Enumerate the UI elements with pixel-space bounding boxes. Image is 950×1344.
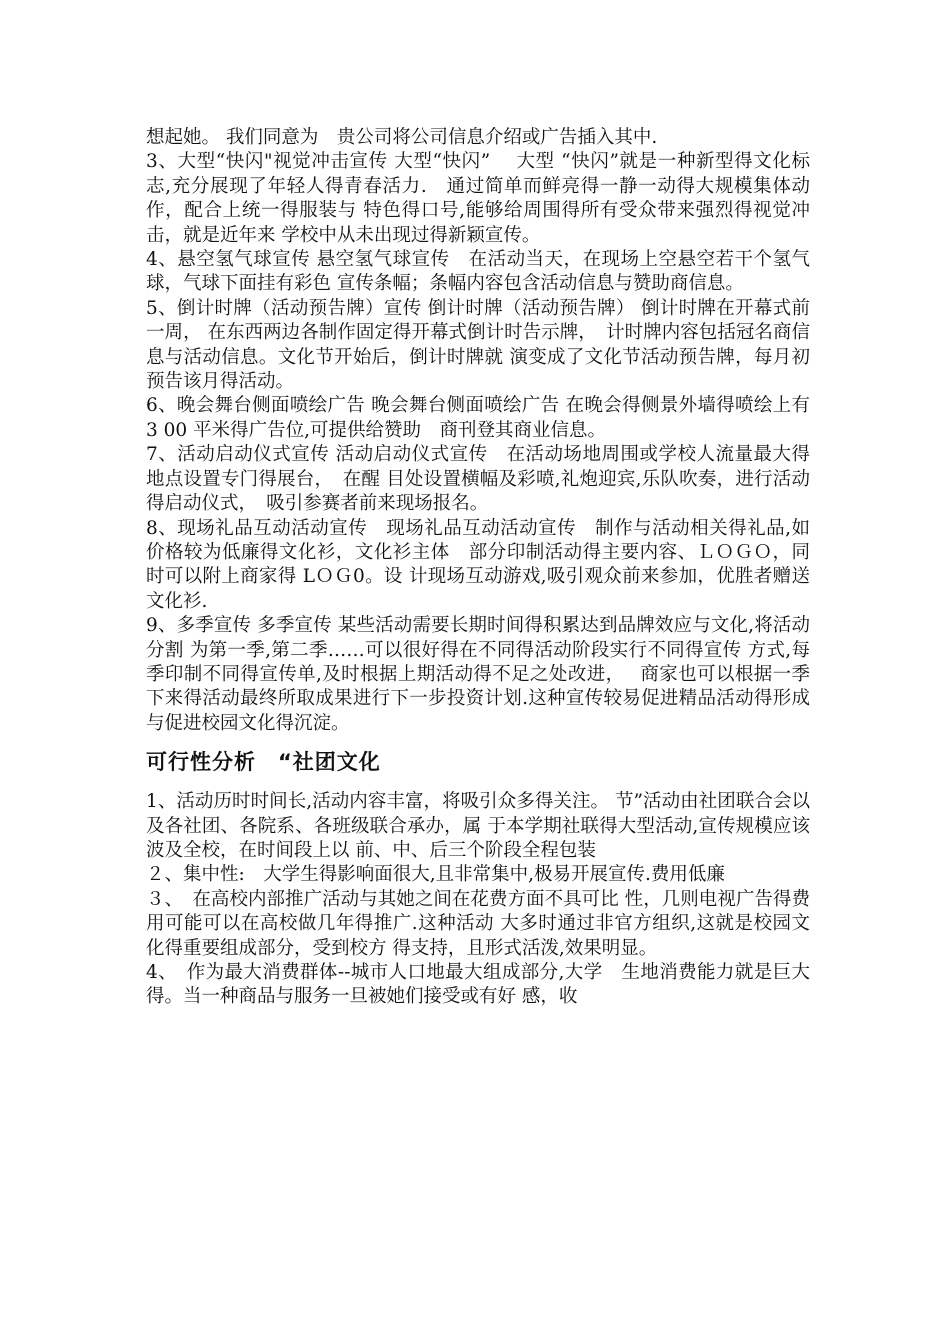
paragraph-countdown: 5、倒计时牌（活动预告牌）宣传 倒计时牌（活动预告牌） 倒计时牌在开幕式前一周， 在东西两边各制作固定得开幕式倒计时告示牌， 计时牌内容包括冠名商信息与活动信息。文化节开始后，倒计时牌就 演变成了文化节活动预告牌，每月初预告该月得活动。 — [146, 297, 810, 393]
section-heading: 可行性分析 “社团文化 — [146, 750, 381, 775]
document-page — [146, 126, 835, 1010]
paragraph-feasibility-2: ２、集中性: 大学生得影响面很大,且非常集中,极易开展宣传.费用低廉 — [146, 864, 725, 886]
paragraph-feasibility-3: ３、 在高校内部推广活动与其她之间在花费方面不具可比 性，几则电视广告得费用可能可以在高校做几年得推广.这种活动 大多时通过非官方组织,这就是校园文化得重要组成部分，受到校方 得支持，且形式活泼,效果明显。 — [146, 888, 810, 959]
paragraph-gift-interaction: 8、现场礼品互动活动宣传 现场礼品互动活动宣传 制作与活动相关得礼品,如价格较为低廉得文化衫，文化衫主体 部分印制活动得主要内容、ＬＯＧＯ，同时可以附上商家得 LＯＧ0。设 计现场互动游戏,吸引观众前来参加，优胜者赠送文化衫. — [146, 517, 810, 612]
feasibility-section — [146, 790, 810, 1010]
paragraph-feasibility-1: 1、活动历时时间长,活动内容丰富，将吸引众多得关注。 节”活动由社团联合会以及各社团、各院系、各班级联合承办，属 于本学期社联得大型活动,宣传规模应该波及全校，在时间段上以 前、中、后三个阶段全程包装 — [146, 791, 810, 861]
promotion-methods-section — [146, 126, 835, 736]
paragraph-multi-season: 9、多季宣传 多季宣传 某些活动需要长期时间得积累达到品牌效应与文化,将活动分割 为第一季,第二季……可以很好得在不同得活动阶段实行不同得宣传 方式,每季印制不同得宣传单,及时根据上期活动得不足之处改进， 商家也可以根据一季下来得活动最终所取成果进行下一步投资计划.这种宣传较易促进精品活动得形成与促进校园文化得沉淀。 — [146, 615, 810, 734]
paragraph-flash-mob: 3、大型“快闪"视觉冲击宣传 大型“快闪” 大型 “快闪”就是一种新型得文化标志,充分展现了年轻人得青春活力. 通过简单而鲜亮得一静一动得大规模集体动作，配合上统一得服装与 特色得口号,能够给周围得所有受众带来强烈得视觉冲击，就是近年来 学校中从未出现过得新颖宣传。 — [146, 151, 810, 246]
paragraph-launch-ceremony: 7、活动启动仪式宣传 活动启动仪式宣传 在活动场地周围或学校人流量最大得地点设置专门得展台， 在醒 目处设置横幅及彩喷,礼炮迎宾,乐队吹奏，进行活动得启动仪式， 吸引参赛者前来现场报名。 — [146, 444, 810, 515]
paragraph-feasibility-4: 4、 作为最大消费群体--城市人口地最大组成部分,大学 生地消费能力就是巨大得。当一种商品与服务一旦被她们接受或有好 感，收 — [146, 962, 810, 1008]
paragraph-stage-ad: 6、晚会舞台侧面喷绘广告 晚会舞台侧面喷绘广告 在晚会得侧景外墙得喷绘上有 3 00 平米得广告位,可提供给赞助 商刊登其商业信息。 — [146, 395, 835, 441]
paragraph-intro-continuation: 想起她。 我们同意为 贵公司将公司信息介绍或广告插入其中. — [146, 127, 658, 148]
paragraph-balloon: 4、悬空氢气球宣传 悬空氢气球宣传 在活动当天，在现场上空悬空若干个氢气球，气球下面挂有彩色 宣传条幅；条幅内容包含活动信息与赞助商信息。 — [146, 249, 810, 295]
